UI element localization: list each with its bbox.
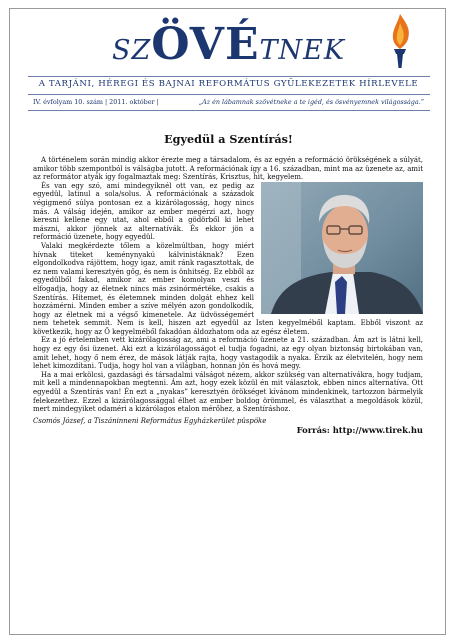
paragraph-5: Ha a mai erkölcsi, gazdasági és társadalmi válságot nézem, akkor szükség van alternatívákra, hogy tudjam, mit kell a mindennapokban megtenni. Ám azt, hogy ezek közül én mit választok, ebben nincs alternatíva. Ott egyedül a Szentírás van! Én ezt a „nyakas” keresztyén örökséget kívánom mindenkinek, tartozzon bármelyik felekezethez. Ezzel a kizárólagossággal élhet az ember boldog örömmel, és választhat a megoldások közül, mert mindegyiket odaméri a kizárólagos etalon mérőhez, a Szentíráshoz.: [33, 370, 423, 414]
masthead-rule-bottom: [28, 110, 430, 111]
title-part-3: TNEK: [259, 35, 345, 66]
portrait-photo: [261, 182, 423, 314]
newsletter-subtitle: A TARJÁNI, HÉREGI ÉS BAJNAI REFORMÁTUS GYÜLEKEZETEK HÍRLEVELE: [38, 79, 419, 89]
paragraph-4: Ez a jó értelemben vett kizárólagosság az, ami a reformáció üzenete a 21. században. Ám azt is látni kell, hogy ez egy ősi üzenet. Aki ezt a kizárólagosságot el tudja fogadni, az egy olyan biztonság birtokában van, amit lehet, hogy ő nem érez, de mások látják rajta, hogy vastagodik a nyaka. Érzik az életvitelén, hogy nem lehet kimozdítani. Tudja, hogy hol van a világban, honnan jön és hová megy.: [33, 336, 423, 371]
title-part-1: SZ: [111, 35, 152, 66]
paragraph-1: A történelem során mindig akkor érezte meg a társadalom, és az egyén a reformáció örökségének a súlyát, amikor több szempontból is válságba jutott. A reformációnak így a 16. században, mint ma az üzenete az, amit az reformátor atyák így fogalmaztak meg: Szentírás, Krisztus, hit, kegyelem.: [33, 156, 423, 182]
author-signature: Csomós József, a Tiszáninneni Református Egyházkerület püspöke: [33, 416, 267, 425]
paragraph-3: Valaki megkérdezte tőlem a közelmúltban, hogy miért hívnak titeket keménynyakú kálvinistáknak? Ezen elgondolkodva rájöttem, hogy igaz, amit ránk ragasztottak, de ez nem valami keresztyén gőg, és nem is önhitség. Ez ebből az egyedülből fakad, amikor az ember komolyan veszi és elfogadja, hogy az életnek nincs más zsinórmértéke, csakis a Szentírás. Hitemet, és életemnek minden dolgát ehhez kell hozzámérni. Minden ember a szíve mélyén azon gondolkodik, hogy az életnek mi a végső kimenetele. Az üdvösségemért nem tehetek semmit. Nem is kell, hiszen azt egyedül az Isten kegyelméből kaptam. Ebből viszont az következik, hogy az Ő kegyelméből fakadóan áldozhatom oda az egész életem.: [33, 241, 423, 336]
article-title: Egyedül a Szentírás!: [164, 132, 293, 146]
masthead: [10, 9, 446, 119]
paragraph-2: És van egy szó, ami mindegyiknél ott van, ez pedig az egyedül, latinul a sola/solus. A reformációnak a századok végigmenő súlya pontosan ez a kizárólagosság, hogy nincs más. A válság idején, amikor az ember megérzi azt, hogy keresni kellene egy utat, ahol ebből a gödörből ki lehet mászni, akkor jönnek az alternatívák. És ekkor jön a reformáció üzenete, hogy egyedül.: [33, 181, 254, 242]
source-link[interactable]: Forrás: http://www.tirek.hu: [296, 425, 423, 436]
torch-flame-icon: [387, 13, 413, 69]
motto: „Az én lábamnak szövétneke a te igéd, és ösvényemnek világossága.”: [198, 98, 424, 106]
issue-info: IV. évfolyam 10. szám | 2011. október |: [33, 98, 159, 106]
article-body: [33, 156, 423, 435]
masthead-rule-top: [28, 76, 430, 77]
portrait-illustration: [261, 182, 423, 314]
title-part-2: ÖVÉ: [151, 19, 260, 70]
masthead-rule-middle: [28, 94, 430, 95]
newsletter-page: [9, 8, 446, 635]
newsletter-title: [10, 19, 446, 76]
